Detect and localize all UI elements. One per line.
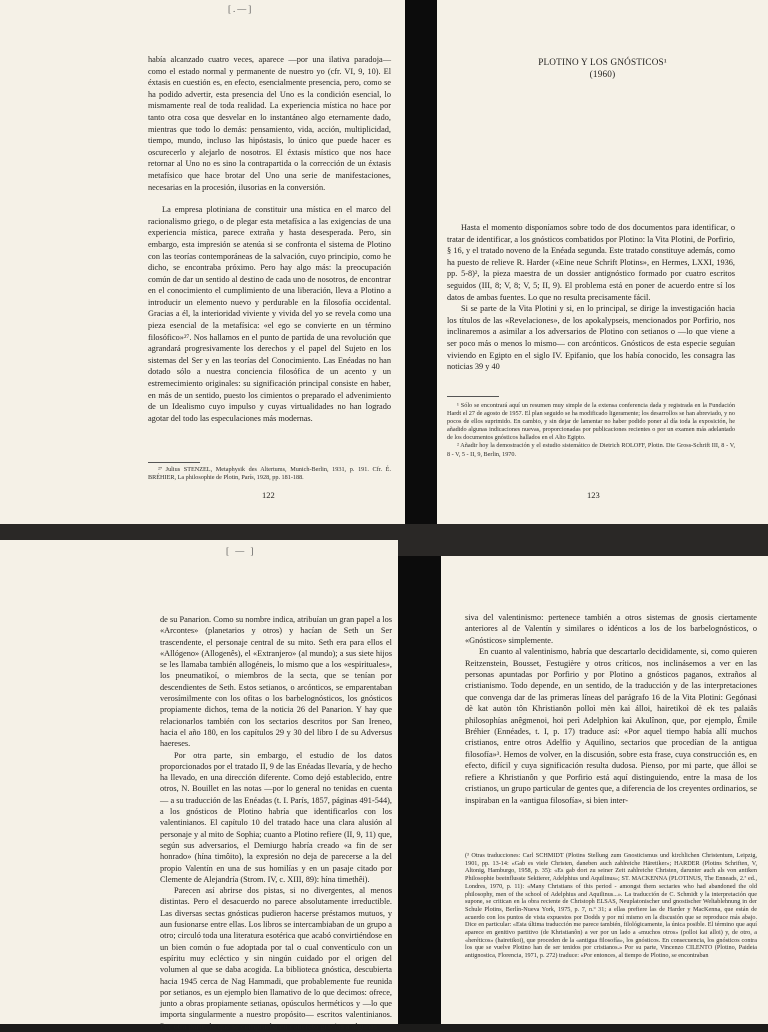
paragraph: siva del valentinismo: pertenece también a otros sistemas de gnosis ciertamente anteriores al de Valentín y similares o idénticos a los de los barbelognósticos, o «Gnósticos» simplemente.	[465, 613, 757, 645]
page-125-body	[465, 612, 757, 806]
paragraph: En cuanto al valentinismo, habría que descartarlo decididamente, si, como quieren Reitzenstein, Bousset, Festugière y otros críticos, nos inclinásemos a ver en las personas apuntadas por Porfirio y por Plotino a gnósticos paganos, extraños al cristianismo. Todo depende, en un sentido, de la traducción y de las interpretaciones que convenga dar de las primeras líneas del parágrafo 16 de la Vita Plotini: Gegónasi dè kat autòn tôn Khristianôn polloì mèn kaì álloi, hairetikoì dè ek tes palaiâs philosophías anêgmenoi, hoi perì Adelphìon kaì Akulînon, que, por ejemplo, Émile Bréhier (Ennéades, t. I, p. 17) traduce así: «Por aquel tiempo había allí muchos cristianos, entre otros Adelfio y Aquilino, sectarios que procedían de la antigua filosofía»³. Hemos de volver, en la discusión, sobre esta frase, cuya construcción es, en efecto, difícil y cuya significación resulta dudosa. Pienso, por mi parte, que álloi se refiere a Khristianôn y que Porfirio está aquí distinguiendo, entre la masa de los cristianos, un grupo particular de gentes que, a diferencia de los creyentes ordinarios, se inspiraban en la «antigua filosofía», si bien inter-	[465, 647, 757, 805]
footnote: ²⁷ Julius STENZEL, Metaphysik des Altertums, Munich-Berlin, 1931, p. 191. Cfr. É. BRÉHIER, La philosophie de Plotin, París, 1928, pp. 181-188.	[148, 466, 391, 482]
page-separator-right	[398, 540, 768, 556]
paragraph: La empresa plotiniana de constituir una mística en el marco del racionalismo griego, o de plegar esta metafísica a las exigencias de una experiencia mística, parece extraña y hasta desesperada. Pero, sin embargo, esta impresión se atenúa si se confronta el sistema de Plotino con las teorías contemporáneas de la salvación, cuyo principio, como he dicho, se encontraba próximo. Pero hay algo más: la preocupación común de dar un sentido al destino de cada uno de nosotros, de encontrar en el conocimiento el cumplimiento de una liberación, lleva a Plotino a introducir un elemento nuevo y perdurable en la filosofía occidental. Gracias a él, la interioridad viviente y vivida del yo se revela como una pieza esencial de la metafísica: «el ego se convierte en un término filosófico»²⁷. Nos hallamos en el punto de partida de una revolución que agrandará progresivamente los derechos y el papel del Sujeto en los sistemas del Ser y en las teorías del Conocimiento. Las Enéadas no han dotado sólo a nuestra conciencia filosófica de un acento y un estremecimiento originales: su significación principal consiste en haber, en más de un sentido, puesto los cimientos o preparado el advenimiento de un Idealismo cuyo impulso y cuyas virtualidades no han logrado agotar del todo las especulaciones más modernas.	[148, 205, 391, 423]
page-123	[437, 0, 768, 524]
page-122-body	[148, 54, 391, 424]
page-122-footnotes	[148, 466, 391, 482]
footnote-rule	[447, 396, 499, 397]
chapter-title	[437, 56, 768, 80]
footnote: ¹ Sólo se encontrará aquí un resumen muy simple de la extensa conferencia dada y registrada en la Fundación Hardt el 27 de agosto de 1957. El plan seguido se ha modificado ligeramente; los desarrollos se han abreviado, y no pocos de ellos suprimido. En cambio, y sin dejar de lamentar no haber podido poner al día toda la exposición, he añadido algunas indicaciones nuevas, proporcionadas por publicaciones recientes o por un examen más adelantado de los documentos gnósticos hallados en el Alto Egipto.	[447, 402, 735, 442]
page-number: 122	[262, 490, 275, 500]
page-122	[0, 0, 405, 524]
spine-gutter-bottom	[398, 556, 441, 1024]
page-124	[0, 540, 398, 1031]
page-123-body	[447, 222, 735, 373]
paragraph: Si se parte de la Vita Plotini y si, en lo principal, se dirige la investigación hacia los títulos de las «Revelaciones», de los apokalypseis, mencionados por Porfirio, nos inclinaremos a asimilar a los adversarios de Plotino con setianos o —lo que viene a ser poco más o menos lo mismo— con arcónticos. Gnósticos de esta especie seguían viviendo en Egipto en el siglo IV. Epifanio, que los había conocido, les consagra las noticias 39 y 40	[447, 304, 735, 372]
page-125-footnotes	[465, 852, 757, 960]
paragraph: de su Panarion. Como su nombre indica, atribuían un gran papel a los «Arcontes» (planetarios y otros) y hacían de Seth un Ser trascendente, el personaje central de su mito. Seth era para ellos el «Allógeno» (Allogenês), el «Extranjero» (al mundo); a sus siete hijos se les llamaba también allogéneis, lo mismo que a los «espirituales», los pneumatikoí, o miembros de la secta, que se tenían por descendientes de Seth. Estos setianos, o arcónticos, se emparentaban verosímilmente con los ofitas o los barbelognósticos, los gnósticos propiamente dichos, tema de la noticia 26 del Panarion. Y hay que relacionarlos también con los sectarios descritos por San Ireneo, hacia el año 180, en los capítulos 29 y 30 del libro I de su Adversus haereses.	[160, 615, 392, 749]
paragraph: había alcanzado cuatro veces, aparece —por una ilativa paradoja— como el estado normal y permanente de nuestro yo (cfr. VI, 9, 10). El éxtasis en cuestión es, en efecto, esencialmente presencia, pero, como se ha podido advertir, esta presencia del Uno es la condición esencial, lo mismamente real de toda realidad. La experiencia mística no hace por tanto otra cosa que desvelar en lo instantáneo algo eternamente dado, mientras que todo lo demás: pensamiento, vida, acción, multiplicidad, tiempo, mundo, incluso las hipóstasis, lo único que puede hacer es oscurecerlo y alejarlo de nosotros. El éxtasis místico que nos hace retornar al Uno no es sino la contrapartida o la corrección de un éxtasis metafísico que hace brotar del Uno una serie de manifestaciones, necesarias en la procesión, ilusorias en la conversión.	[148, 55, 391, 192]
spine-gutter-top	[405, 0, 437, 540]
crop-mark: [.—]	[228, 4, 254, 14]
paragraph: Hasta el momento disponíamos sobre todo de dos documentos para identificar, o tratar de identificar, a los gnósticos combatidos por Plotino: la Vita Plotini, de Porfirio, § 16, y el tratado noveno de la Enéada segunda. Este tratado constituye además, como ha puesto de relieve R. Harder («Eine neue Schrift Plotins», en Hermes, LXXI, 1936, pp. 5-8)², la pieza maestra de un dossier antignóstico formado por cuatro escritos seguidos (III, 8; V, 8; V, 5; II, 9). El problema está en poner de acuerdo entre sí los datos de ambas fuentes. Lo que no resulta precisamente fácil.	[447, 223, 735, 302]
page-123-footnotes	[447, 402, 735, 459]
chapter-title-main: PLOTINO Y LOS GNÓSTICOS¹	[538, 57, 667, 67]
page-125	[441, 556, 768, 1024]
paragraph: Parecen así abrirse dos pistas, si no divergentes, al menos distintas. Pero el desacuerdo no parece absolutamente irreductible. Las diversas sectas gnósticas pudieron hacerse préstamos mutuos, y aun fusionarse entre ellas. Los libros se intercambiaban de un grupo a otro; circuló toda una literatura esotérica que acabó convirtiéndose en un bien común o fue adoptada por tal o cual conventículo con un espíritu muy ecléctico y sin ningún cuidado por el origen del volumen al que se daba acogida. La biblioteca gnóstica, descubierta hacia 1945 cerca de Nag Hammadi, que probablemente fue reunida por setianos, es un ejemplo bien llamativo de lo que decimos: ofrece, junto a obras propiamente setianas, opúsculos herméticos y —lo que importa singularmente a nuestro propósito— escritos valentinianos. Por otra parte, lo que se comprueba en concreto gracias a algunas	[160, 886, 392, 1031]
page-number: 123	[587, 490, 600, 500]
page-124-body	[160, 614, 392, 1032]
chapter-title-year: (1960)	[589, 69, 616, 79]
crop-mark: [ — ]	[226, 546, 256, 556]
footnote-rule	[148, 462, 200, 463]
footnote: ² Añadir hoy la demostración y el estudio sistemático de Dietrich ROLOFF, Plotin. Die Gross-Schrift III, 8 - V, 8 - V, 5 - II, 9, Berlin, 1970.	[447, 442, 735, 458]
footnote: (³ Otras traducciones: Carl SCHMIDT (Plotins Stellung zum Gnosticismus und kirchlichen Christentum, Leipzig, 1901, pp. 13-14: «Gab es viele Christen, daneben auch zahlreiche Häretiker»; HARDER (Plotins Schriften, V, Altonig, Hamburgo, 1958, p. 35): «Es gab dort zu seiner Zeit zahlreiche Christen, darunter auch als von antiken Philosophie beeinflusste Sektierer, Adelphius und Aquilinus»; ST. MACKENNA (PLOTINUS, The Enneads, 2.ª ed., Londres, 1970, p. 11): «Many Christians of this period - amongst them sectaries who had abandoned the old philosophy, men of the school of Adelphius and Aquilinus...». La traducción de C. Schmidt y la interpretación que supone, se critican en la obra reciente de Christoph ELSAS, Neuplatonischer und gnostischer Weltablehnung in der Schule Plotins, Berlín-Nueva York, 1975, p. 7, n.º 31; a ellas prefiere las de Harder y MacKenna, que están de acuerdo con los puntos de vista expuestos por Dodds y por mí mismo en la discusión que se reproduce más abajo. Dice en particular: «Esta última traducción me parece también, filológicamente, la única posible. El término que aquí aparece en genitivo partitivo (de Khristianôn) a ver por un lado a «muchos otros» (polloi kai alloi) y, de otro, a «heréticos» (hairetikoi), que proceden de la «antigua filosofía», los gnósticos. En consecuencia, los gnósticos contra los que se vuelve Plotino han de ser tenidos por cristianos.» Por su parte, Vincenzo CILENTO (Plotino, Paideia antignostica, Florencia, 1971, p. 272) traduce: «Por entonces, al tiempo de Plotino, se encontraban	[465, 852, 757, 960]
page-separator	[0, 524, 768, 540]
paragraph: Por otra parte, sin embargo, el estudio de los datos proporcionados por el tratado II, 9 de las Enéadas llevaría, y de hecho ha llevado, en una dirección diferente. Como dejó establecido, entre otros, N. Bouillet en las notas —por lo general no tenidas en cuenta— a su traducción de las Enéadas (t. I. París, 1857, páginas 491-544), a los gnósticos de Plotino habría que identificarlos con los valentinianos. El capítulo 10 del tratado hace una clara alusión al personaje y al mito de Sophia; cuanto a Plotino refiere (II, 9, 11) que, según sus adversarios, el Demiurgo habría creado «a fin de ser honrado» (hína timôito), la expresión no deja de parecerse a la del propio Valentín en una de sus homilías y en un pasaje citado por Clemente de Alejandría (Strom. IV, c. XIII, 89): hína timethêi).	[160, 750, 392, 884]
